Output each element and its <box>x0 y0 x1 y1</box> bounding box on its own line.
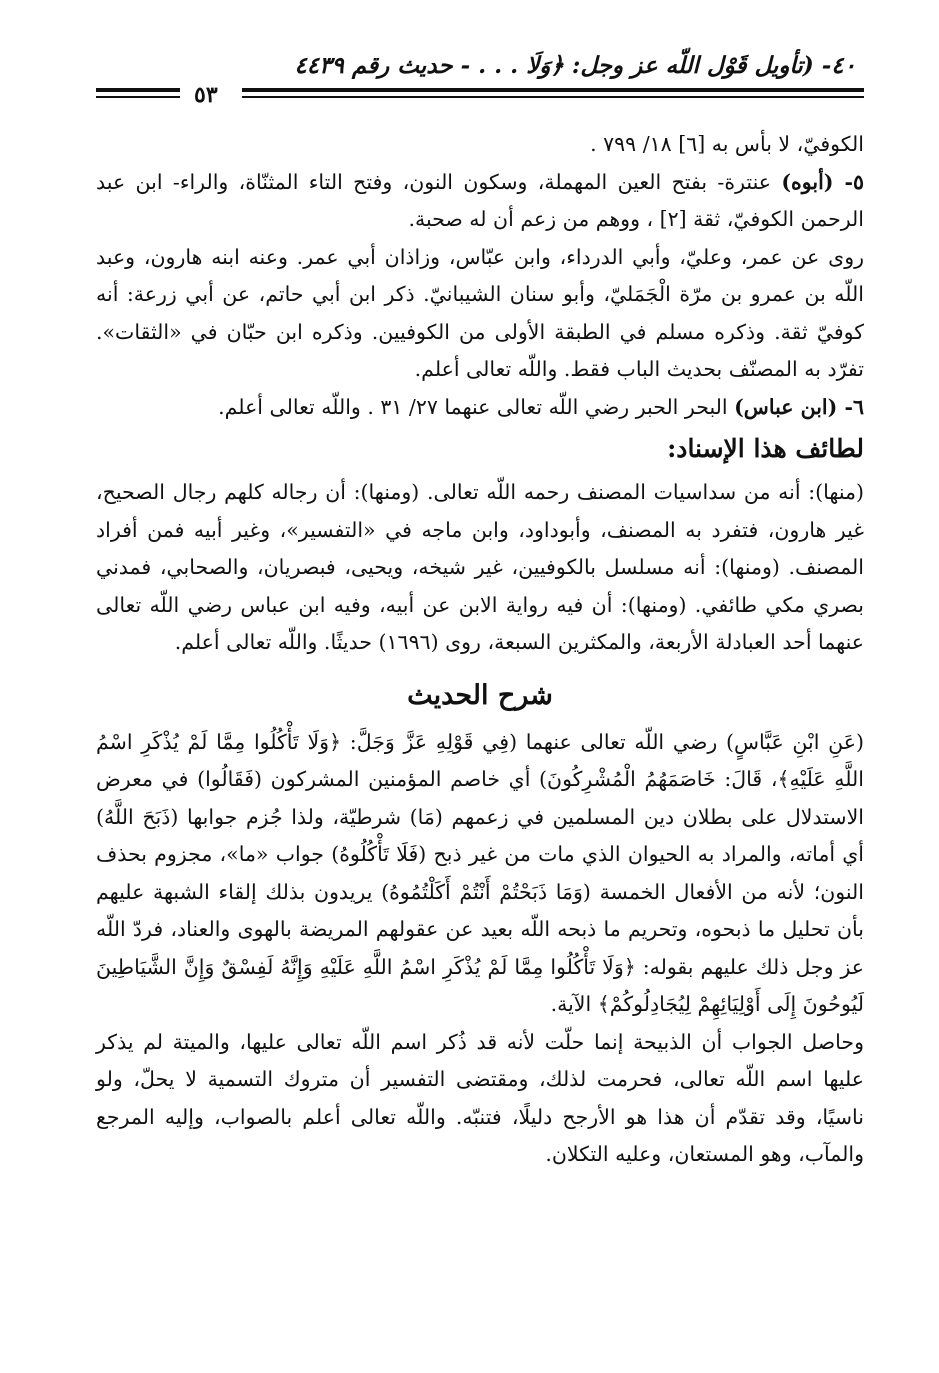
narrator-text: عنترة- بفتح العين المهملة، وسكون النون، وفتح التاء المثنّاة، والراء- ابن عبد الرحمن الكوفيّ، ثقة [٢] ، ووهم من زعم أن له صحبة. <box>96 169 864 231</box>
header-rule-thin <box>242 96 864 98</box>
paragraph: (عَنِ ابْنِ عَبَّاسٍ) رضي اللّه تعالى عنهما (فِي قَوْلِهِ عَزَّ وَجَلَّ: ﴿وَلَا تَأْكُلُوا مِمَّا لَمْ يُذْكَرِ اسْمُ اللَّهِ عَلَيْهِ﴾، قَالَ: خَاصَمَهُمُ الْمُشْرِكُونَ) أي خاصم المؤمنين المشركون (فَقَالُوا) في معرض الاستدلال على بطلان دين المسلمين في زعمهم (مَا) شرطيّة، ولذا جُزم جوابها (ذَبَحَ اللَّهُ) أي أماته، والمراد به الحيوان الذي مات من غير ذبح (فَلَا تَأْكُلُوهُ) جواب «ما»، مجزوم بحذف النون؛ لأنه من الأفعال الخمسة (وَمَا ذَبَحْتُمْ أَنْتُمْ أَكَلْتُمُوهُ) يريدون بذلك إلقاء الشبهة عليهم بأن تحليل ما ذبحوه، وتحريم ما ذبحه اللّه بعيد عن عقولهم المريضة بالهوى والعناد، فردّ اللّه عز وجل ذلك عليهم بقوله: ﴿وَلَا تَأْكُلُوا مِمَّا لَمْ يُذْكَرِ اسْمُ اللَّهِ عَلَيْهِ وَإِنَّهُ لَفِسْقٌ وَإِنَّ الشَّيَاطِينَ لَيُوحُونَ إِلَى أَوْلِيَائِهِمْ لِيُجَادِلُوكُمْ﴾ الآية. <box>96 729 864 1016</box>
paragraph: الكوفيّ، لا بأس به [٦] ١٨/ ٧٩٩ . <box>590 132 864 156</box>
page-number: ٥٣ <box>194 82 218 108</box>
header-rule-thick <box>242 88 864 92</box>
narrator-entry <box>96 164 864 239</box>
header-rule-left-thick <box>96 88 180 92</box>
narrator-label: ٥- (أبوه) <box>781 169 864 194</box>
paragraph: روى عن عمر، وعليّ، وأبي الدرداء، وابن عبّاس، وزاذان أبي عمر. وعنه ابنه هارون، وعبد اللّه بن عمرو بن مرّة الْجَمَليّ، وأبو سنان الشيبانيّ. ذكر ابن أبي حاتم، عن أبي زرعة: أنه كوفيّ ثقة. وذكره مسلم في الطبقة الأولى من الكوفيين. وذكره ابن حبّان في «الثقات». تفرّد به المصنّف بحديث الباب فقط. واللّه تعالى أعلم. <box>96 244 864 381</box>
page-header <box>96 40 864 108</box>
section-heading: شرح الحديث <box>407 679 553 711</box>
section-heading: لطائف هذا الإسناد: <box>667 434 864 463</box>
paragraph: وحاصل الجواب أن الذبيحة إنما حلّت لأنه قد ذُكر اسم اللّه تعالى عليها، والميتة لم يذكر عليها اسم اللّه تعالى، فحرمت لذلك، ومقتضى التفسير أن متروك التسمية لا يحلّ، ولو ناسيًا، وقد تقدّم أن هذا هو الأرجح دليلًا، فتنبّه. واللّه تعالى أعلم بالصواب، وإليه المرجع والمآب، وهو المستعان، وعليه التكلان. <box>96 1029 864 1166</box>
running-head: ٤٠- (تأويل قَوْل اللّه عز وجل: ﴿وَلَا . . . - حديث رقم ٤٤٣٩ <box>294 52 856 79</box>
narrator-label: ٦- (ابن عباس) <box>734 394 864 419</box>
header-rule-left-thin <box>96 96 180 98</box>
page-body <box>96 126 864 1174</box>
page <box>96 40 864 1174</box>
narrator-text: البحر الحبر رضي اللّه تعالى عنهما ٢٧/ ٣١ . واللّه تعالى أعلم. <box>218 394 735 419</box>
narrator-entry <box>96 389 864 427</box>
paragraph: (منها): أنه من سداسيات المصنف رحمه اللّه تعالى. (ومنها): أن رجاله كلهم رجال الصحيح، غير هارون، فتفرد به المصنف، وأبوداود، وابن ماجه في «التفسير»، وغير أبيه فمن أفراد المصنف. (ومنها): أنه مسلسل بالكوفيين، غير شيخه، ويحيى، فبصريان، والصحابي، فمدني بصري مكي طائفي. (ومنها): أن فيه رواية الابن عن أبيه، وفيه ابن عباس رضي اللّه تعالى عنهما أحد العبادلة الأربعة، والمكثرين السبعة، روى (١٦٩٦) حديثًا. واللّه تعالى أعلم. <box>96 480 864 654</box>
